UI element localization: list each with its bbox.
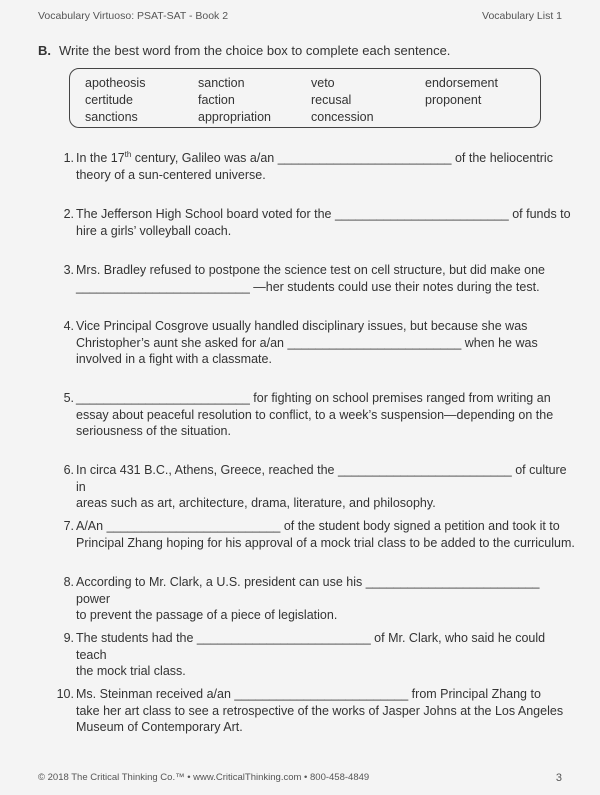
copyright-footer: © 2018 The Critical Thinking Co.™ • www.CriticalThinking.com • 800-458-4849 (38, 772, 370, 783)
question-line: Christopher’s aunt she asked for a/an _________________________ when he was (76, 335, 538, 350)
choice-word: certitude (85, 93, 133, 107)
question-text (76, 318, 576, 368)
question-number: 8. (63, 575, 74, 589)
question-line: essay about peaceful resolution to conflict, to a week’s suspension—depending on the (76, 407, 554, 422)
question-number: 5. (63, 391, 74, 405)
list-title: Vocabulary List 1 (482, 10, 562, 22)
section-letter: B. (38, 43, 51, 58)
choice-word: endorsement (425, 76, 498, 90)
question-text (76, 630, 576, 680)
question-number: 10. (56, 687, 74, 701)
question-line: Museum of Contemporary Art. (76, 720, 243, 734)
question-number: 7. (63, 519, 74, 533)
question-number: 3. (63, 263, 74, 277)
question-line: involved in a fight with a classmate. (76, 352, 272, 366)
question-text (76, 518, 576, 551)
choice-word: apotheosis (85, 76, 146, 90)
question-line: Ms. Steinman received a/an _________________________ from Principal Zhang to (76, 687, 541, 701)
question-line: In the 17th century, Galileo was a/an _________________________ of the heliocentric (76, 149, 553, 165)
question-text (76, 262, 576, 295)
question-line: areas such as art, architecture, drama, literature, and philosophy. (76, 496, 436, 510)
question-text (76, 574, 576, 624)
choice-box (69, 68, 541, 128)
choice-word: proponent (425, 93, 482, 107)
question-number: 6. (63, 463, 74, 477)
question-text (76, 150, 576, 183)
choice-word: concession (311, 110, 374, 124)
question-line: Vice Principal Cosgrove usually handled disciplinary issues, but because she was (76, 319, 528, 333)
question-text (76, 462, 576, 512)
question-line: take her art class to see a retrospective of the works of Jasper Johns at the Los Angeles (76, 703, 564, 718)
book-title: Vocabulary Virtuoso: PSAT-SAT - Book 2 (38, 10, 229, 22)
choice-word: appropriation (198, 110, 271, 124)
question-number: 1. (63, 151, 74, 165)
question-text (76, 390, 576, 440)
choice-word: recusal (311, 93, 352, 107)
question-line: In circa 431 B.C., Athens, Greece, reached the _________________________ of culture in (76, 463, 567, 494)
question-line: seriousness of the situation. (76, 424, 231, 438)
choice-word: sanctions (85, 110, 138, 124)
question-text (76, 686, 576, 736)
question-line: hire a girls’ volleyball coach. (76, 223, 232, 238)
question-line: theory of a sun-centered universe. (76, 167, 266, 182)
question-line: the mock trial class. (76, 664, 186, 678)
question-line: A/An _________________________ of the student body signed a petition and took it to (76, 519, 560, 533)
page-number: 3 (555, 772, 562, 784)
question-line: Principal Zhang hoping for his approval of a mock trial class to be added to the curriculum. (76, 535, 575, 550)
choice-word: veto (311, 76, 335, 90)
question-line: Mrs. Bradley refused to postpone the science test on cell structure, but did make one (76, 263, 546, 277)
question-line: to prevent the passage of a piece of legislation. (76, 608, 338, 622)
question-number: 2. (63, 207, 74, 221)
question-number: 4. (63, 319, 74, 333)
instruction-text: Write the best word from the choice box to complete each sentence. (59, 43, 451, 58)
question-line: The Jefferson High School board voted for the _________________________ of funds to (76, 207, 571, 221)
question-text (76, 206, 576, 239)
question-line: According to Mr. Clark, a U.S. president can use his _________________________ power (76, 575, 540, 606)
question-line: _________________________ for fighting on school premises ranged from writing an (76, 391, 551, 405)
instruction (38, 43, 450, 58)
choice-word: faction (198, 93, 235, 107)
question-number: 9. (63, 631, 74, 645)
question-line: The students had the _________________________ of Mr. Clark, who said he could teach (76, 631, 546, 662)
question-line: _________________________ —her students could use their notes during the test. (76, 279, 540, 294)
choice-word: sanction (198, 76, 245, 90)
